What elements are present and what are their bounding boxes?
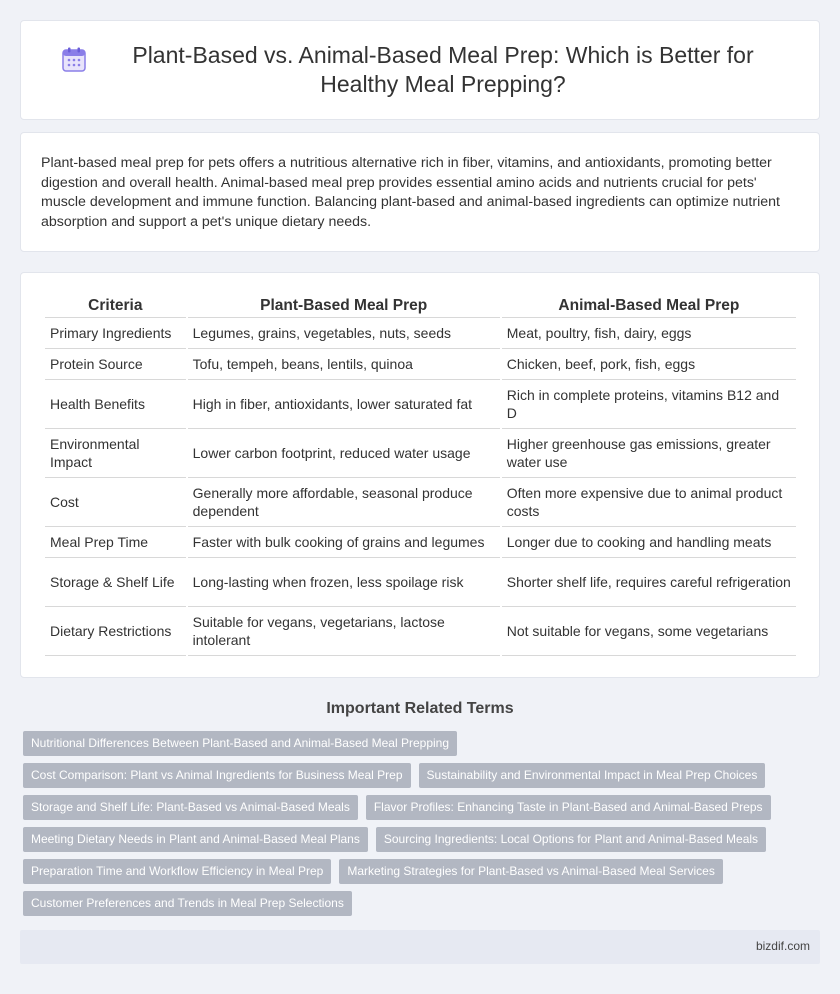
row-criteria: Protein Source bbox=[45, 349, 186, 380]
table-row bbox=[45, 429, 796, 478]
row-animal-value: Meat, poultry, fish, dairy, eggs bbox=[502, 318, 796, 349]
related-term-tag[interactable]: Marketing Strategies for Plant-Based vs Animal-Based Meal Services bbox=[339, 859, 723, 884]
row-plant-value: Tofu, tempeh, beans, lentils, quinoa bbox=[188, 349, 500, 380]
row-plant-value: Suitable for vegans, vegetarians, lactose intolerant bbox=[188, 607, 500, 656]
page-title: Plant-Based vs. Animal-Based Meal Prep: Which is Better for Healthy Meal Prepping? bbox=[132, 42, 754, 97]
row-plant-value: Legumes, grains, vegetables, nuts, seeds bbox=[188, 318, 500, 349]
related-term-tag[interactable]: Preparation Time and Workflow Efficiency in Meal Prep bbox=[23, 859, 331, 884]
row-criteria: Meal Prep Time bbox=[45, 527, 186, 558]
related-term-tag[interactable]: Nutritional Differences Between Plant-Based and Animal-Based Meal Prepping bbox=[23, 731, 457, 756]
table-row bbox=[45, 478, 796, 527]
row-criteria: Primary Ingredients bbox=[45, 318, 186, 349]
title-card bbox=[20, 20, 820, 120]
table-row bbox=[45, 527, 796, 558]
related-term-tag[interactable]: Meeting Dietary Needs in Plant and Animal-Based Meal Plans bbox=[23, 827, 368, 852]
row-criteria: Storage & Shelf Life bbox=[45, 558, 186, 607]
row-plant-value: Long-lasting when frozen, less spoilage risk bbox=[188, 558, 500, 607]
footer bbox=[20, 930, 820, 964]
row-criteria: Health Benefits bbox=[45, 380, 186, 429]
row-plant-value: High in fiber, antioxidants, lower saturated fat bbox=[188, 380, 500, 429]
table-row bbox=[45, 349, 796, 380]
table-row bbox=[45, 380, 796, 429]
row-plant-value: Faster with bulk cooking of grains and legumes bbox=[188, 527, 500, 558]
related-term-tag[interactable]: Customer Preferences and Trends in Meal Prep Selections bbox=[23, 891, 352, 916]
related-term-tag[interactable]: Sustainability and Environmental Impact in Meal Prep Choices bbox=[419, 763, 766, 788]
comparison-table-card bbox=[20, 272, 820, 678]
row-plant-value: Lower carbon footprint, reduced water usage bbox=[188, 429, 500, 478]
row-animal-value: Often more expensive due to animal product costs bbox=[502, 478, 796, 527]
related-term-tag[interactable]: Cost Comparison: Plant vs Animal Ingredients for Business Meal Prep bbox=[23, 763, 411, 788]
row-animal-value: Not suitable for vegans, some vegetarians bbox=[502, 607, 796, 656]
header-plant-based: Plant-Based Meal Prep bbox=[188, 295, 500, 318]
comparison-table bbox=[43, 295, 798, 656]
table-row bbox=[45, 607, 796, 656]
table-row bbox=[45, 318, 796, 349]
row-plant-value: Generally more affordable, seasonal produce dependent bbox=[188, 478, 500, 527]
table-row bbox=[45, 558, 796, 607]
row-animal-value: Shorter shelf life, requires careful refrigeration bbox=[502, 558, 796, 607]
footer-site-link[interactable]: bizdif.com bbox=[755, 939, 810, 953]
title-wrap bbox=[21, 41, 819, 99]
related-terms-heading: Important Related Terms bbox=[326, 700, 514, 717]
table-header-row bbox=[45, 295, 796, 318]
row-animal-value: Longer due to cooking and handling meats bbox=[502, 527, 796, 558]
row-animal-value: Higher greenhouse gas emissions, greater water use bbox=[502, 429, 796, 478]
related-term-tag[interactable]: Flavor Profiles: Enhancing Taste in Plant-Based and Animal-Based Preps bbox=[366, 795, 771, 820]
related-term-tag[interactable]: Sourcing Ingredients: Local Options for Plant and Animal-Based Meals bbox=[376, 827, 766, 852]
related-terms-list bbox=[23, 731, 813, 916]
intro-paragraph: Plant-based meal prep for pets offers a nutritious alternative rich in fiber, vitamins, and antioxidants, promoting better digestion and overall health. Animal-based meal prep provides essential amino acids and nutrients crucial for pets' muscle development and immune function. Balancing plant-based and animal-based ingredients can optimize nutrient absorption and support a pet's unique dietary needs. bbox=[41, 155, 780, 230]
row-animal-value: Chicken, beef, pork, fish, eggs bbox=[502, 349, 796, 380]
header-criteria: Criteria bbox=[45, 295, 186, 318]
header-animal-based: Animal-Based Meal Prep bbox=[502, 295, 796, 318]
row-animal-value: Rich in complete proteins, vitamins B12 and D bbox=[502, 380, 796, 429]
row-criteria: Environmental Impact bbox=[45, 429, 186, 478]
row-criteria: Cost bbox=[45, 478, 186, 527]
row-criteria: Dietary Restrictions bbox=[45, 607, 186, 656]
related-term-tag[interactable]: Storage and Shelf Life: Plant-Based vs Animal-Based Meals bbox=[23, 795, 358, 820]
calendar-icon bbox=[61, 47, 87, 73]
intro-card bbox=[20, 132, 820, 252]
